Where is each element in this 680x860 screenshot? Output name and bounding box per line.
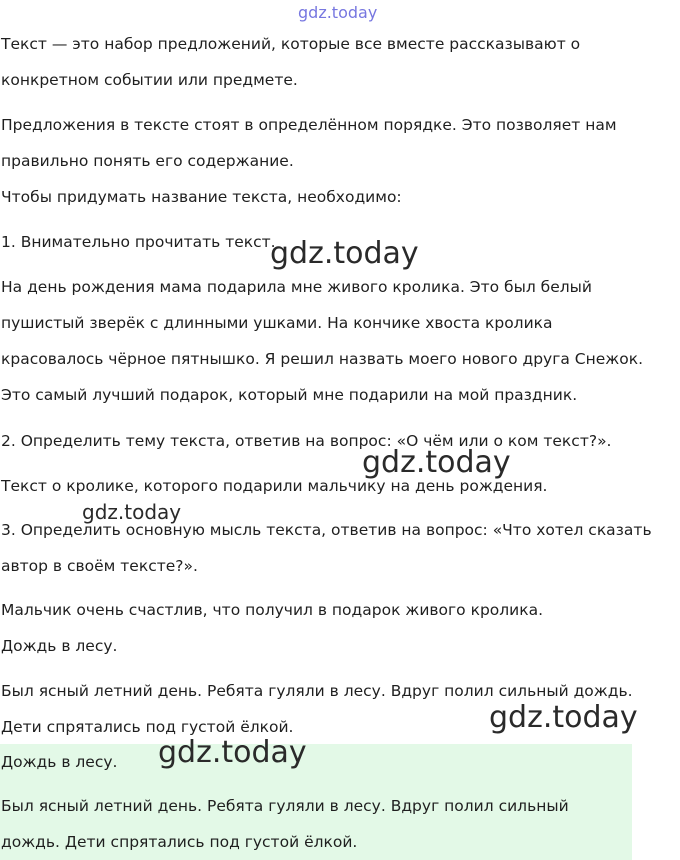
paragraph-title-intro — [1, 179, 677, 215]
text-line: Мальчик очень счастлив, что получил в подарок живого кролика. — [1, 601, 544, 619]
text-line: Дети спрятались под густой ёлкой. — [1, 718, 294, 736]
paragraph-rabbit-story — [1, 269, 677, 413]
step-2 — [1, 423, 677, 459]
text-line: Предложения в тексте стоят в определённом порядке. Это позволяет нам — [1, 116, 617, 134]
text-line: Чтобы придумать название текста, необходимо: — [1, 188, 402, 206]
text-line: красовалось чёрное пятнышко. Я решил назвать моего нового друга Снежок. — [1, 350, 644, 368]
watermark: gdz.today — [82, 500, 182, 524]
paragraph-story-title — [1, 628, 677, 664]
watermark: gdz.today — [270, 236, 419, 271]
watermark: gdz.today — [158, 735, 307, 770]
text-line: Текст — это набор предложений, которые все вместе рассказывают о — [1, 35, 581, 53]
text-line: конкретном событии или предмете. — [1, 71, 298, 89]
text-line: 1. Внимательно прочитать текст. — [1, 233, 276, 251]
text-line: Был ясный летний день. Ребята гуляли в лесу. Вдруг полил сильный дождь. — [1, 682, 633, 700]
text-line: Текст о кролике, которого подарили мальчику на день рождения. — [1, 477, 548, 495]
answer-text — [1, 788, 677, 860]
watermark: gdz.today — [298, 3, 378, 22]
paragraph-sentence-order — [1, 107, 677, 179]
text-line: На день рождения мама подарила мне живого кролика. Это был белый — [1, 278, 592, 296]
watermark: gdz.today — [362, 445, 511, 480]
text-line: правильно понять его содержание. — [1, 152, 294, 170]
text-line: 3. Определить основную мысль текста, ответив на вопрос: «Что хотел сказать — [1, 521, 652, 539]
text-line: Дождь в лесу. — [1, 753, 118, 771]
text-line: Дождь в лесу. — [1, 637, 118, 655]
answer-title — [1, 744, 677, 780]
text-line: дождь. Дети спрятались под густой ёлкой. — [1, 833, 358, 851]
text-line: Это самый лучший подарок, который мне подарили на мой праздник. — [1, 386, 578, 404]
text-line: 2. Определить тему текста, ответив на вопрос: «О чём или о ком текст?». — [1, 432, 612, 450]
watermark: gdz.today — [489, 700, 638, 735]
text-line: пушистый зверёк с длинными ушками. На кончике хвоста кролика — [1, 314, 553, 332]
text-line: Был ясный летний день. Ребята гуляли в лесу. Вдруг полил сильный — [1, 797, 569, 815]
text-line: автор в своём тексте?». — [1, 557, 198, 575]
paragraph-topic-answer — [1, 468, 677, 504]
paragraph-main-idea — [1, 592, 677, 628]
paragraph-text-definition — [1, 26, 677, 98]
